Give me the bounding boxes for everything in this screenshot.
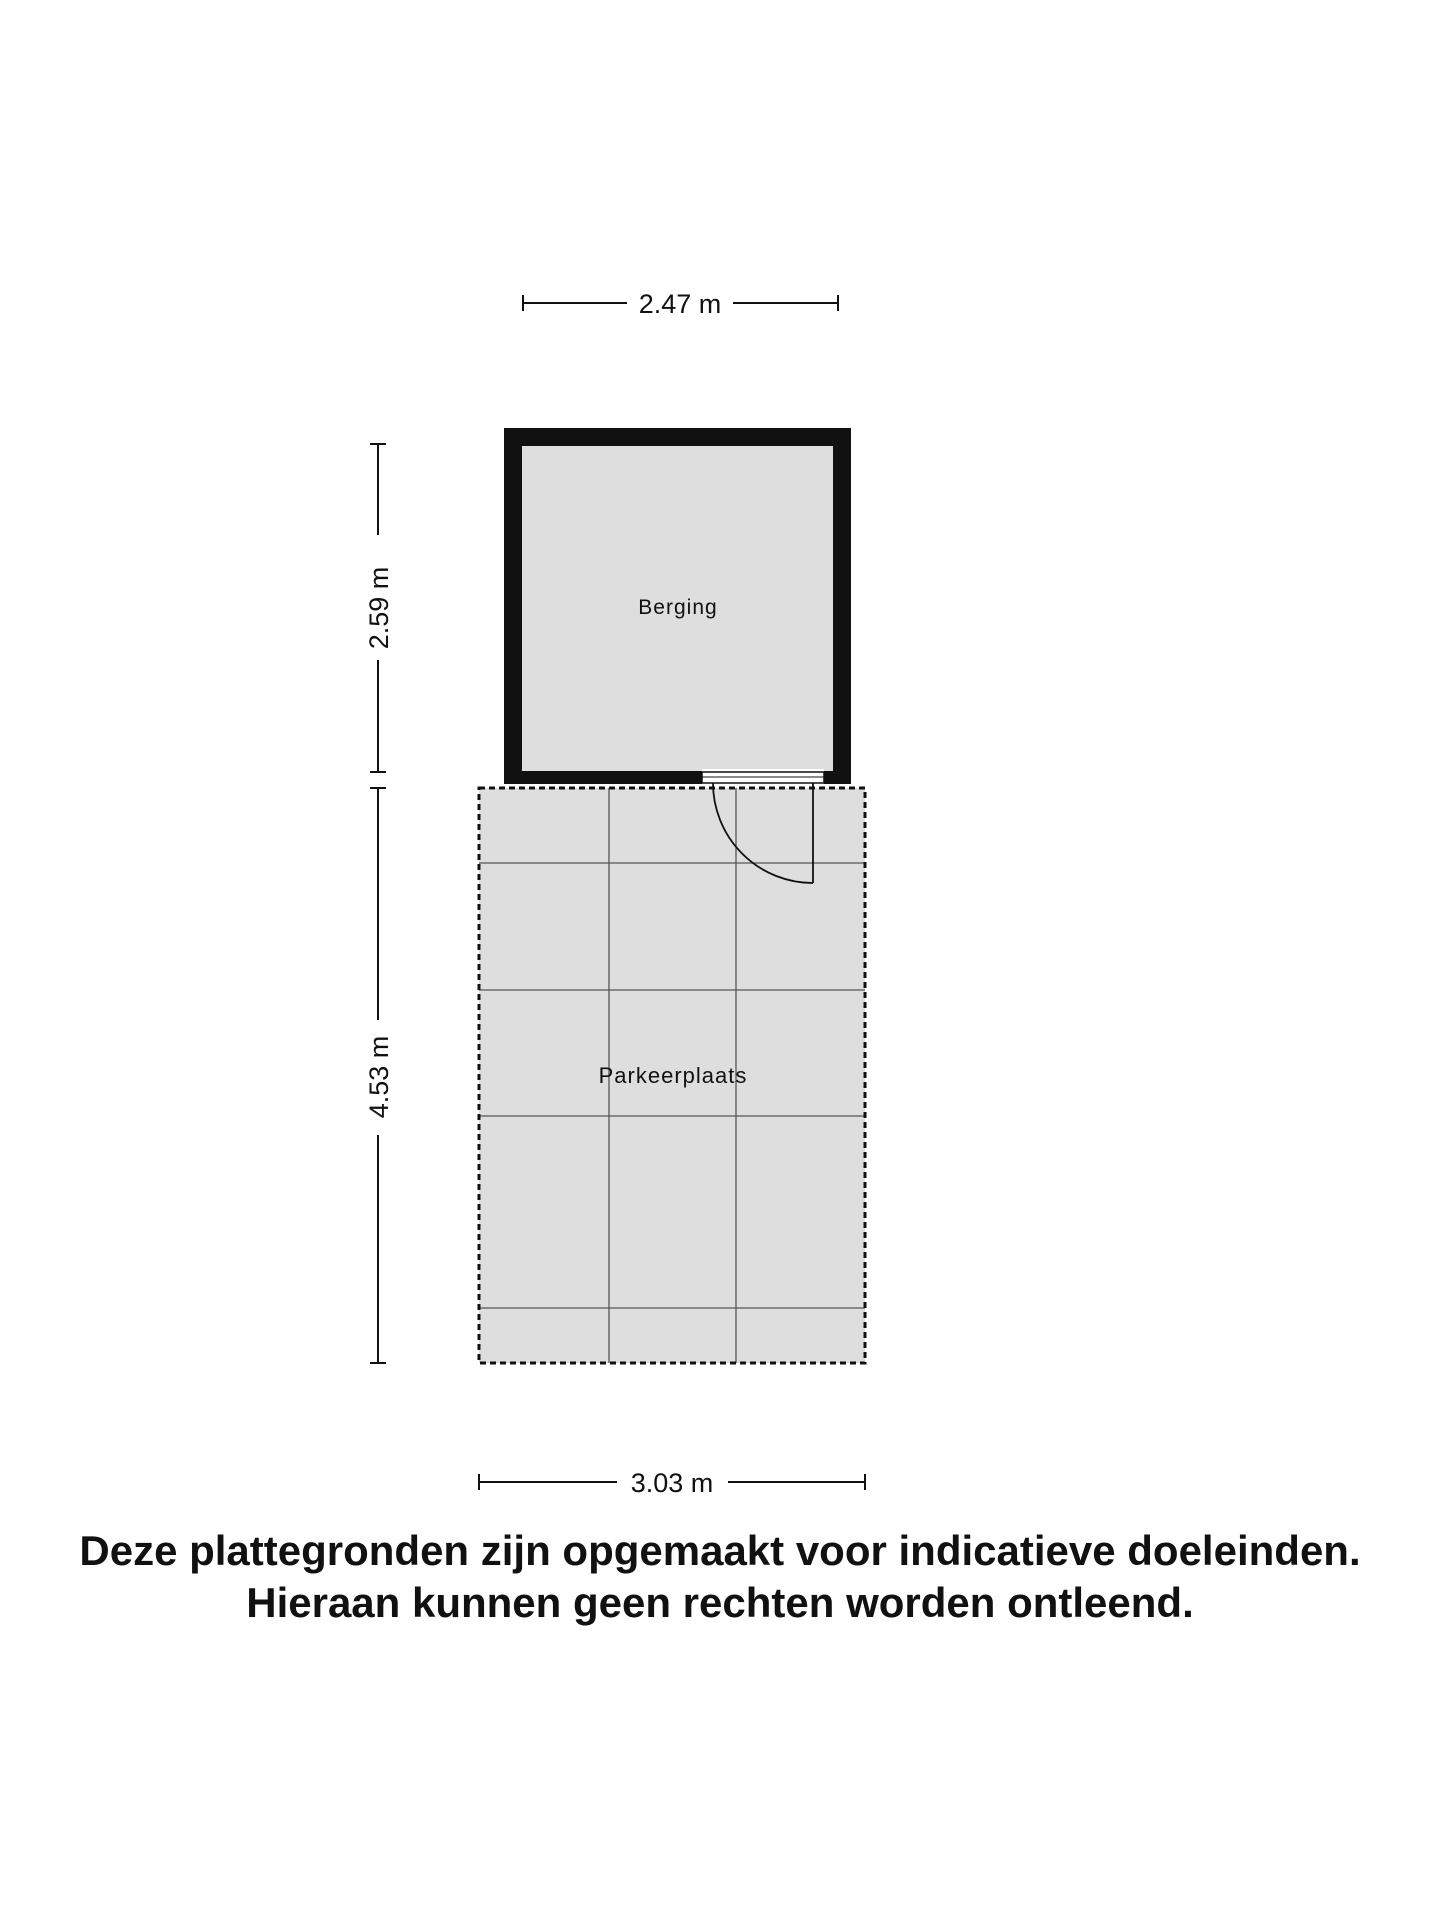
dimension-top-width [523,289,838,319]
dimension-bottom-label: 3.03 m [630,1468,714,1498]
disclaimer [0,1525,1440,1629]
berging-room [504,428,851,786]
dimension-top-label: 2.47 m [638,289,722,319]
dimension-berging-label: 2.59 m [364,566,394,650]
dimension-parking-height [364,788,394,1363]
disclaimer-line-2: Hieraan kunnen geen rechten worden ontleend. [246,1579,1194,1626]
dimension-bottom-width [479,1468,865,1498]
disclaimer-line-1: Deze plattegronden zijn opgemaakt voor indicatieve doeleinden. [79,1527,1361,1574]
dimension-berging-height [364,444,394,772]
parking-area [479,788,865,1363]
room-label-parkeerplaats: Parkeerplaats [598,1063,748,1088]
dimension-parking-label: 4.53 m [364,1035,394,1119]
room-label-berging: Berging [638,596,718,619]
